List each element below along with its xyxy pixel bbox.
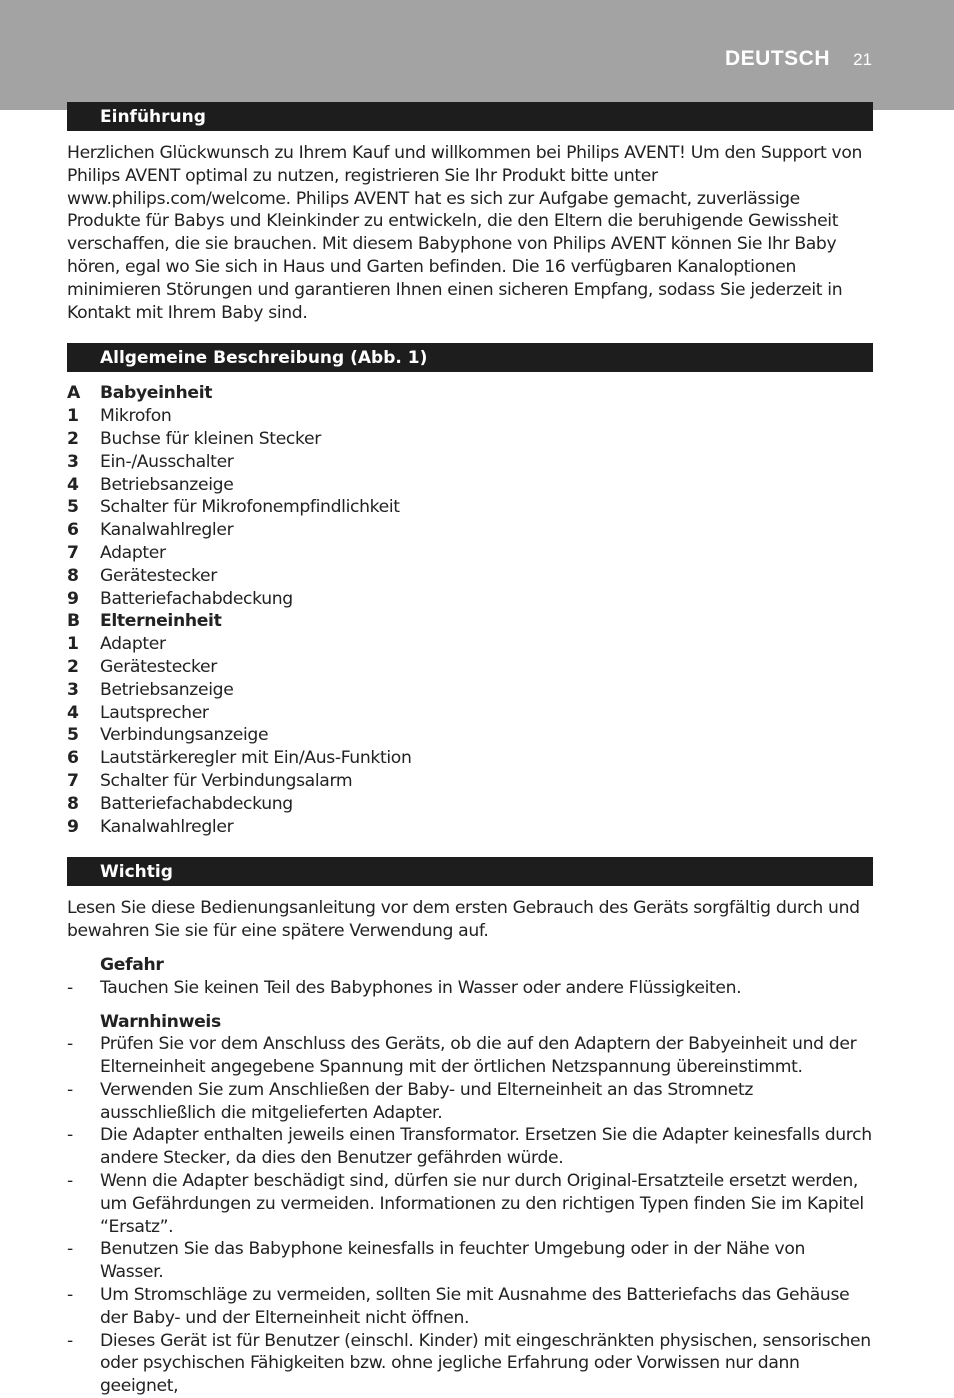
list-item-label: Gerätestecker xyxy=(100,656,217,677)
warning-list xyxy=(67,1033,873,1398)
list-item-key: 4 xyxy=(67,474,79,495)
list-item-key: 3 xyxy=(67,679,79,700)
bullet-text: Tauchen Sie keinen Teil des Babyphones in Wasser oder andere Flüssigkeiten. xyxy=(100,977,742,998)
page-header-band xyxy=(0,0,954,110)
list-item-label: Verbindungsanzeige xyxy=(100,725,269,746)
list-item-label: Ein-/Ausschalter xyxy=(100,451,234,472)
list-item xyxy=(67,405,873,428)
list-item xyxy=(67,451,873,474)
list-item xyxy=(67,496,873,519)
unit-heading xyxy=(67,610,873,633)
list-item-label: Mikrofon xyxy=(100,406,172,427)
list-item xyxy=(67,770,873,793)
warning-heading: Warnhinweis xyxy=(100,1011,221,1032)
bullet-dash: - xyxy=(67,1125,73,1146)
list-item-key: 9 xyxy=(67,588,79,609)
list-item-label: Batteriefachabdeckung xyxy=(100,588,293,609)
bullet-text: Um Stromschläge zu vermeiden, sollten Sie mit Ausnahme des Batteriefachs das Gehäuse der Baby- und der Elterneinheit nicht öffnen. xyxy=(100,1285,850,1328)
list-item xyxy=(67,679,873,702)
warning-item xyxy=(67,1079,873,1125)
bullet-dash: - xyxy=(67,977,73,998)
bullet-text: Dieses Gerät ist für Benutzer (einschl. Kinder) mit eingeschränkten physischen, sensorischen oder psychischen Fähigkeiten bzw. ohne jegliche Erfahrung oder Vorwissen nur dann geeignet, xyxy=(100,1330,871,1397)
list-item-key: A xyxy=(67,383,80,404)
bullet-dash: - xyxy=(67,1330,73,1351)
intro-paragraph: Herzlichen Glückwunsch zu Ihrem Kauf und willkommen bei Philips AVENT! Um den Support von Philips AVENT optimal zu nutzen, registrieren Sie Ihr Produkt bitte unter www.philips.com/welcome. Philips AVENT hat es sich zur Aufgabe gemacht, zuverlässige Produkte für Babys und Kleinkinder zu entwickeln, die den Eltern die beruhigende Gewissheit verschaffen, die sie brauchen. Mit diesem Babyphone von Philips AVENT können Sie Ihr Baby hören, egal wo Sie sich in Haus und Garten befinden. Die 16 verfügbaren Kanaloptionen minimieren Störungen und garantieren Ihnen einen sicheren Empfang, sodass Sie jederzeit in Kontakt mit Ihrem Baby sind. xyxy=(67,143,863,323)
list-item-label: Buchse für kleinen Stecker xyxy=(100,428,321,449)
section-title-description: Allgemeine Beschreibung (Abb. 1) xyxy=(67,343,873,372)
bullet-dash: - xyxy=(67,1239,73,1260)
bullet-dash: - xyxy=(67,1171,73,1192)
page-content xyxy=(67,102,873,1398)
list-item xyxy=(67,656,873,679)
page-number: 21 xyxy=(853,50,872,69)
list-item-key: 4 xyxy=(67,702,79,723)
bullet-text: Prüfen Sie vor dem Anschluss des Geräts, ob die auf den Adaptern der Babyeinheit und der Elterneinheit angegebene Spannung mit der örtlichen Netzspannung übereinstimmt. xyxy=(100,1034,857,1078)
list-item xyxy=(67,793,873,816)
bullet-text: Die Adapter enthalten jeweils einen Transformator. Ersetzen Sie die Adapter keinesfalls durch andere Stecker, da dies den Benutzer gefährden würde. xyxy=(100,1125,872,1169)
warning-item xyxy=(67,1238,873,1284)
important-paragraph: Lesen Sie diese Bedienungsanleitung vor dem ersten Gebrauch des Geräts sorgfältig durch und bewahren Sie sie für eine spätere Verwendung auf. xyxy=(67,898,860,942)
unit-heading xyxy=(67,382,873,405)
list-item-label: Betriebsanzeige xyxy=(100,474,234,495)
parts-list xyxy=(67,382,873,838)
section-title-important: Wichtig xyxy=(67,857,873,886)
list-item-label: Schalter für Mikrofonempfindlichkeit xyxy=(100,497,400,518)
list-item xyxy=(67,565,873,588)
list-item-key: 7 xyxy=(67,770,79,791)
list-item-label: Batteriefachabdeckung xyxy=(100,793,293,814)
list-item xyxy=(67,428,873,451)
list-item-key: 5 xyxy=(67,497,79,518)
list-item-label: Betriebsanzeige xyxy=(100,679,234,700)
list-item xyxy=(67,588,873,611)
danger-item xyxy=(67,977,873,1000)
bullet-dash: - xyxy=(67,1034,73,1055)
list-item-key: 7 xyxy=(67,542,79,563)
list-item-key: 3 xyxy=(67,451,79,472)
warning-item xyxy=(67,1330,873,1398)
list-item xyxy=(67,519,873,542)
warning-item xyxy=(67,1033,873,1079)
list-item-label: Babyeinheit xyxy=(100,383,213,404)
list-item-label: Kanalwahlregler xyxy=(100,816,234,837)
list-item-key: 1 xyxy=(67,634,79,655)
list-item-label: Elterneinheit xyxy=(100,611,222,632)
list-item-key: 8 xyxy=(67,565,79,586)
list-item-label: Gerätestecker xyxy=(100,565,217,586)
list-item-key: 2 xyxy=(67,428,79,449)
list-item xyxy=(67,474,873,497)
bullet-dash: - xyxy=(67,1079,73,1100)
list-item-key: 9 xyxy=(67,816,79,837)
bullet-text: Verwenden Sie zum Anschließen der Baby- und Elterneinheit an das Stromnetz ausschließlich die mitgelieferten Adapter. xyxy=(100,1079,754,1123)
list-item-key: B xyxy=(67,611,80,632)
list-item xyxy=(67,633,873,656)
list-item-key: 5 xyxy=(67,725,79,746)
list-item-label: Kanalwahlregler xyxy=(100,520,234,541)
bullet-text: Benutzen Sie das Babyphone keinesfalls in feuchter Umgebung oder in der Nähe von Wasser. xyxy=(100,1239,806,1283)
list-item-key: 6 xyxy=(67,520,79,541)
warning-item xyxy=(67,1170,873,1238)
language-label: DEUTSCH xyxy=(724,47,830,70)
warning-item xyxy=(67,1284,873,1330)
list-item xyxy=(67,542,873,565)
list-item xyxy=(67,702,873,725)
list-item xyxy=(67,724,873,747)
danger-heading: Gefahr xyxy=(100,954,164,975)
list-item xyxy=(67,747,873,770)
list-item xyxy=(67,816,873,839)
bullet-dash: - xyxy=(67,1285,73,1306)
list-item-label: Schalter für Verbindungsalarm xyxy=(100,770,353,791)
list-item-label: Adapter xyxy=(100,634,166,655)
list-item-key: 8 xyxy=(67,793,79,814)
list-item-key: 1 xyxy=(67,406,79,427)
list-item-label: Adapter xyxy=(100,542,166,563)
warning-item xyxy=(67,1124,873,1170)
section-title-intro: Einführung xyxy=(67,102,873,131)
list-item-key: 2 xyxy=(67,656,79,677)
list-item-label: Lautstärkeregler mit Ein/Aus-Funktion xyxy=(100,748,412,769)
bullet-text: Wenn die Adapter beschädigt sind, dürfen sie nur durch Original-Ersatzteile ersetzt werden, um Gefährdungen zu vermeiden. Informationen zu den richtigen Typen finden Sie im Kapitel “Ersatz”. xyxy=(100,1171,864,1237)
list-item-key: 6 xyxy=(67,748,79,769)
danger-list xyxy=(67,977,873,1000)
list-item-label: Lautsprecher xyxy=(100,702,209,723)
